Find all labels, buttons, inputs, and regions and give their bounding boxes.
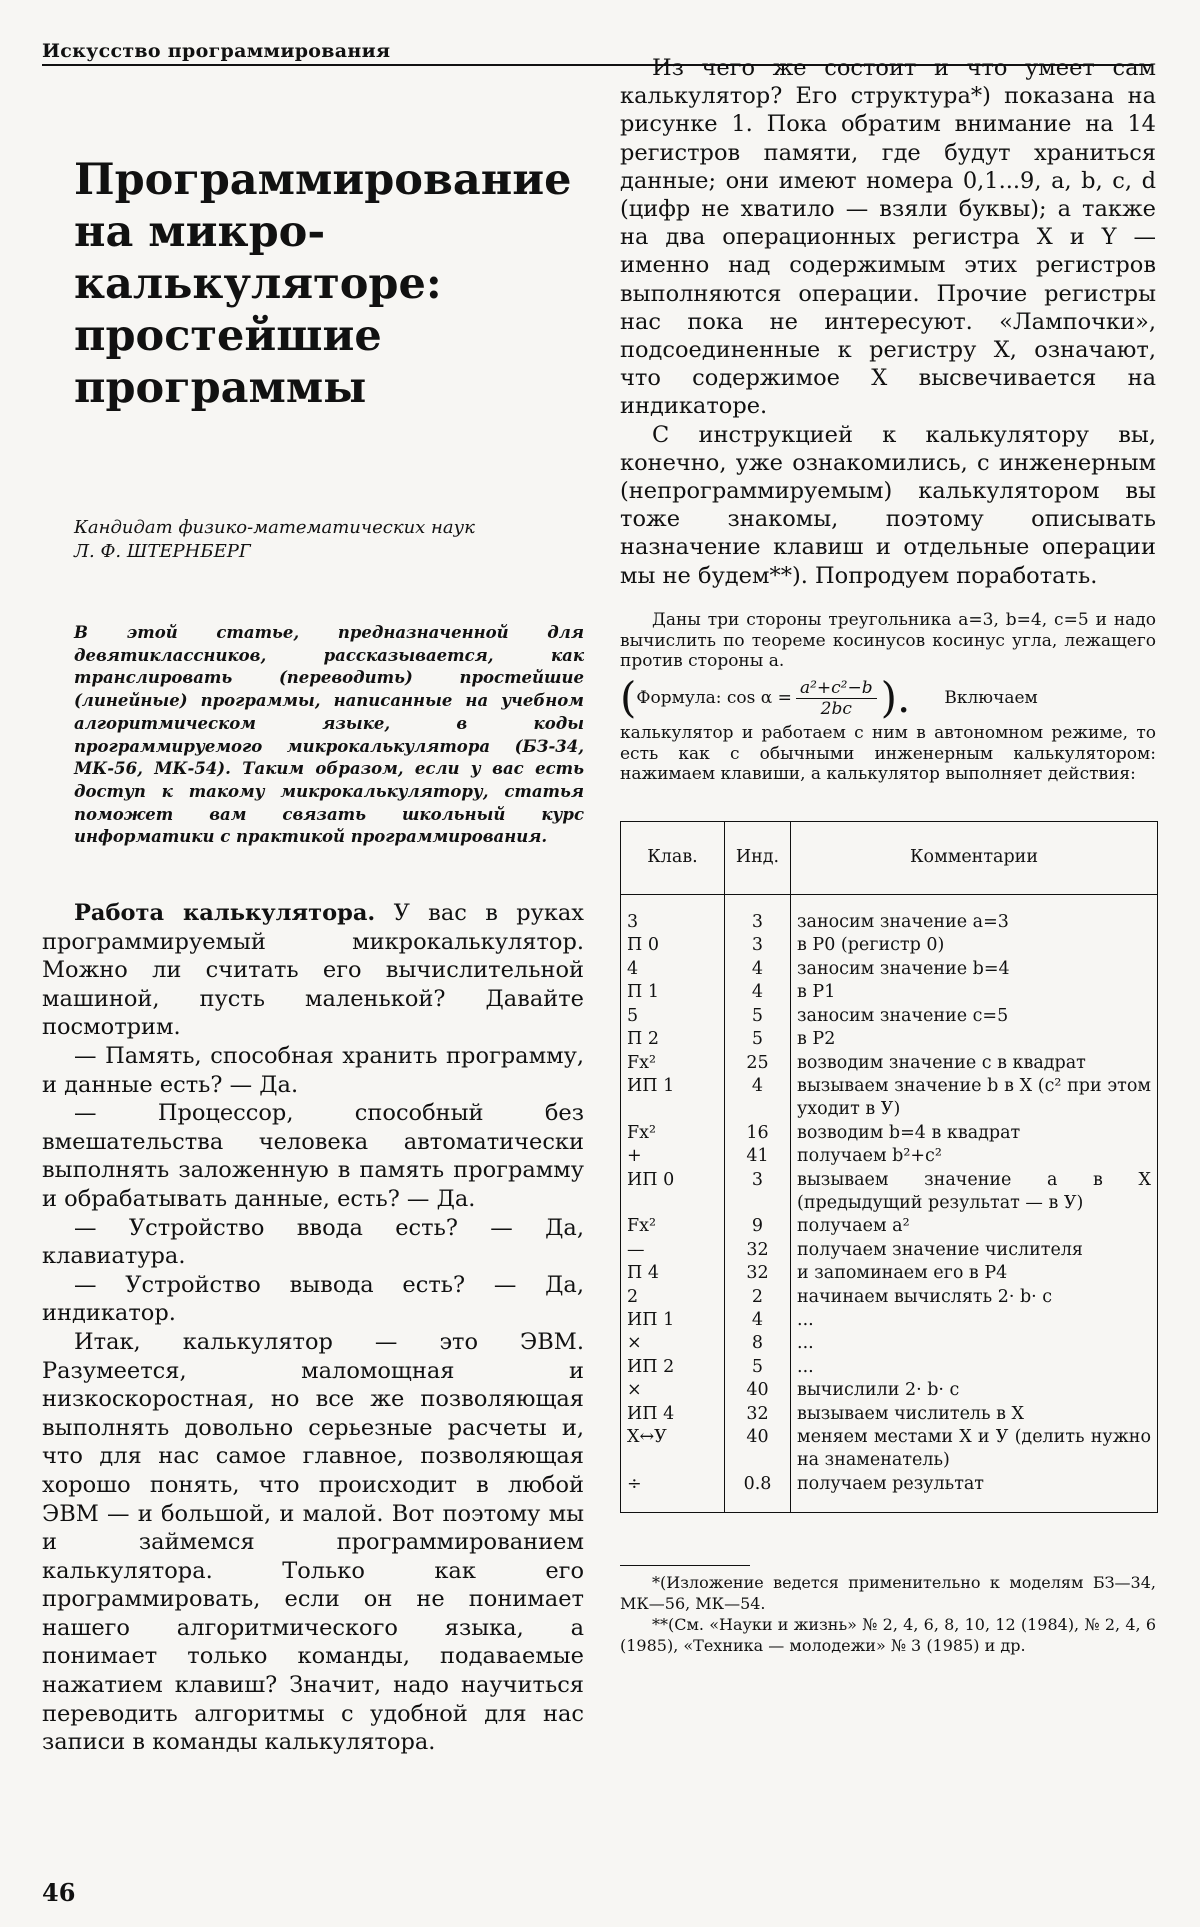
example-paragraph: Даны три стороны треугольника a=3, b=4, c=5 и надо вычислить по теореме косинусов косинус угла, лежащего против стороны a. [620,609,1156,672]
comment-cell: ... [791,1356,1158,1379]
formula: ( Формула: cos α = $\frac{\text{a²+c²−b}}{2bc}$ ). Включаем [620,673,1038,723]
title-line: простейшие [74,311,382,361]
keystroke-table [620,821,1158,1513]
table-row [621,911,1158,934]
key-cell: 2 [621,1286,725,1309]
key-cell: × [621,1332,725,1355]
left-column [42,80,584,1757]
ind-cell: 0.8 [725,1473,791,1513]
footnote: **(См. «Науки и жизнь» № 2, 4, 6, 8, 10, 12 (1984), № 2, 4, 6 (1985), «Техника — молодежи» № 3 (1985) и др. [620,1615,1156,1656]
ind-cell: 3 [725,911,791,934]
key-cell: 5 [621,1005,725,1028]
body-paragraph: Из чего же состоит и что умеет сам калькулятор? Его структура*) показана на рисунке 1. Пока обратим внимание на 14 регистров памяти, где будут храниться данные; они имеют номера 0,1...9, a, b, c, d (цифр не хватило — взяли буквы); а также на два операционных регистра X и Y — именно над содержимым этих регистров выполняются операции. Прочие регистры нас пока не интересуют. «Лампочки», подсоединенные к регистру X, означают, что содержимое X высвечивается на индикаторе. [620,55,1156,420]
table-row [621,1169,1158,1216]
table-row [621,1473,1158,1513]
article-title [74,154,584,414]
comment-cell: вызываем числитель в X [791,1403,1158,1426]
table-row [621,1239,1158,1262]
title-line: на микро- [74,207,326,257]
section-heading: Работа калькулятора. [74,900,376,927]
key-cell: ÷ [621,1473,725,1513]
comment-cell: получаем b²+c² [791,1145,1158,1168]
example-text [620,610,1156,785]
body-paragraph: — Процессор, способный без вмешательства человека автоматически выполнять заложенную в память программу и обрабатывать данные, есть? — Да. [42,1100,584,1212]
ind-cell: 16 [725,1122,791,1145]
key-cell: ИП 1 [621,1075,725,1122]
body-paragraph: С инструкцией к калькулятору вы, конечно, уже ознакомились, с инженерным (непрограммируемым) калькулятором вы тоже знакомы, поэтому описывать назначение клавиш и отдельные операции мы не будем**). Попродуем поработать. [620,421,1156,589]
key-cell: П 2 [621,1028,725,1051]
table-row [621,981,1158,1004]
ind-cell: 5 [725,1005,791,1028]
comment-cell: вычислили 2· b· c [791,1379,1158,1402]
comment-cell: получаем значение числителя [791,1239,1158,1262]
table-row [621,1005,1158,1028]
formula-tail: Включаем [944,688,1038,709]
author-name: Л. Ф. ШТЕРНБЕРГ [74,541,251,562]
key-cell: ИП 1 [621,1309,725,1332]
body-paragraph: — Память, способная хранить программу, и данные есть? — Да. [42,1043,584,1098]
ind-cell: 4 [725,981,791,1004]
table-row [621,1215,1158,1238]
key-cell: + [621,1145,725,1168]
ind-cell: 40 [725,1379,791,1402]
key-cell: 4 [621,958,725,981]
right-body [620,54,1156,590]
table-row [621,1028,1158,1051]
comment-cell: получаем результат [791,1473,1158,1513]
comment-cell: меняем местами X и У (делить нужно на знаменатель) [791,1426,1158,1473]
key-cell: ИП 4 [621,1403,725,1426]
footnote-rule [620,1565,750,1566]
title-line: калькуляторе: [74,259,442,309]
table-body [621,895,1158,1513]
table-row [621,1332,1158,1355]
formula-fraction [796,678,877,719]
table-header-key: Клав. [621,822,725,895]
author-credentials: Кандидат физико-математических наук [74,517,475,538]
table-row [621,958,1158,981]
formula-numerator: a²+c²−b [796,678,877,699]
key-cell: П 0 [621,934,725,957]
ind-cell: 40 [725,1426,791,1473]
key-cell: 3 [621,911,725,934]
table-row [621,1356,1158,1379]
comment-cell: заносим значение c=5 [791,1005,1158,1028]
ind-cell: 5 [725,1028,791,1051]
ind-cell: 32 [725,1403,791,1426]
table-row [621,1122,1158,1145]
comment-cell: получаем a² [791,1215,1158,1238]
comment-cell: ... [791,1332,1158,1355]
ind-cell: 2 [725,1286,791,1309]
table-header-ind: Инд. [725,822,791,895]
key-cell: X↔У [621,1426,725,1473]
ind-cell: 3 [725,1169,791,1216]
comment-cell: возводим значение c в квадрат [791,1052,1158,1075]
footnotes [620,1572,1156,1656]
table-row [621,1379,1158,1402]
key-cell: Fx² [621,1122,725,1145]
ind-cell: 4 [725,1075,791,1122]
body-paragraph: — Устройство ввода есть? — Да, клавиатура. [42,1214,584,1270]
ind-cell: 9 [725,1215,791,1238]
table-row [621,1145,1158,1168]
comment-cell: в Р2 [791,1028,1158,1051]
comment-cell: ... [791,1309,1158,1332]
table-row [621,934,1158,957]
abstract: В этой статье, предназначенной для девятиклассников, рассказывается, как транслировать (переводить) простейшие (линейные) программы, написанные на учебном алгоритмическом языке, в коды программируемого микрокалькулятора (БЗ-34, МК-56, МК-54). Таким образом, если у вас есть доступ к такому микрокалькулятору, статья поможет вам связать школьный курс информатики с практикой программирования. [74,623,584,847]
table-row [621,1262,1158,1285]
comment-cell: начинаем вычислять 2· b· c [791,1286,1158,1309]
key-cell: × [621,1379,725,1402]
body-paragraph: — Устройство вывода есть? — Да, индикатор. [42,1271,584,1327]
ind-cell: 32 [725,1239,791,1262]
key-cell: Fx² [621,1052,725,1075]
title-line: Программирование [74,155,572,205]
title-line: программы [74,363,367,413]
ind-cell: 3 [725,934,791,957]
body-text [42,899,584,1757]
ind-cell: 41 [725,1145,791,1168]
ind-cell: 8 [725,1332,791,1355]
comment-cell: и запоминаем его в Р4 [791,1262,1158,1285]
ind-cell: 5 [725,1356,791,1379]
comment-cell: вызываем значение b в X (c² при этом уходит в У) [791,1075,1158,1122]
formula-label: Формула: cos α = [636,688,792,709]
author-byline [74,516,584,564]
key-cell: ИП 2 [621,1356,725,1379]
running-head: Искусство программирования [42,40,391,62]
table-row [621,1052,1158,1075]
key-cell: П 4 [621,1262,725,1285]
footnote: *(Изложение ведется применительно к моделям БЗ—34, МК—56, МК—54. [620,1573,1156,1614]
comment-cell: в Р1 [791,981,1158,1004]
key-cell: — [621,1239,725,1262]
formula-denominator: 2bc [820,698,852,719]
table-row [621,1426,1158,1473]
table-header-comment: Комментарии [791,822,1158,895]
ind-cell: 32 [725,1262,791,1285]
comment-cell: заносим значение b=4 [791,958,1158,981]
table-row [621,1403,1158,1426]
ind-cell: 25 [725,1052,791,1075]
ind-cell: 4 [725,1309,791,1332]
table-row [621,1075,1158,1122]
ind-cell: 4 [725,958,791,981]
table-row [621,1309,1158,1332]
example-paragraph: калькулятор и работаем с ним в автономном режиме, то есть как с обычными инженерным калькулятором: нажимаем клавиши, а калькулятор выполняет действия: [620,722,1156,785]
page-number: 46 [42,1878,76,1907]
table-row [621,1286,1158,1309]
key-cell: П 1 [621,981,725,1004]
comment-cell: заносим значение a=3 [791,911,1158,934]
body-paragraph: Итак, калькулятор — это ЭВМ. Разумеется, маломощная и низкоскоростная, но все же позволяющая выполнять довольно серьезные расчеты и, что для нас самое главное, позволяющая хорошо понять, что происходит в любой ЭВМ — и большой, и малой. Вот поэтому мы и займемся программированием калькулятора. Только как его программировать, если он не понимает нашего алгоритмического языка, а понимает только команды, подаваемые нажатием клавиш? Значит, надо научиться переводить алгоритмы с удобной для нас записи в команды калькулятора. [42,1328,584,1756]
comment-cell: в Р0 (регистр 0) [791,934,1158,957]
key-cell: ИП 0 [621,1169,725,1216]
body-paragraph: Работа калькулятора. У вас в руках программируемый микрокалькулятор. Можно ли считать его вычислительной машиной, пусть маленькой? Давайте посмотрим. [42,900,585,1041]
comment-cell: возводим b=4 в квадрат [791,1122,1158,1145]
key-cell: Fx² [621,1215,725,1238]
comment-cell: вызываем значение a в X (предыдущий результат — в У) [791,1169,1158,1216]
right-column [620,54,1156,1656]
